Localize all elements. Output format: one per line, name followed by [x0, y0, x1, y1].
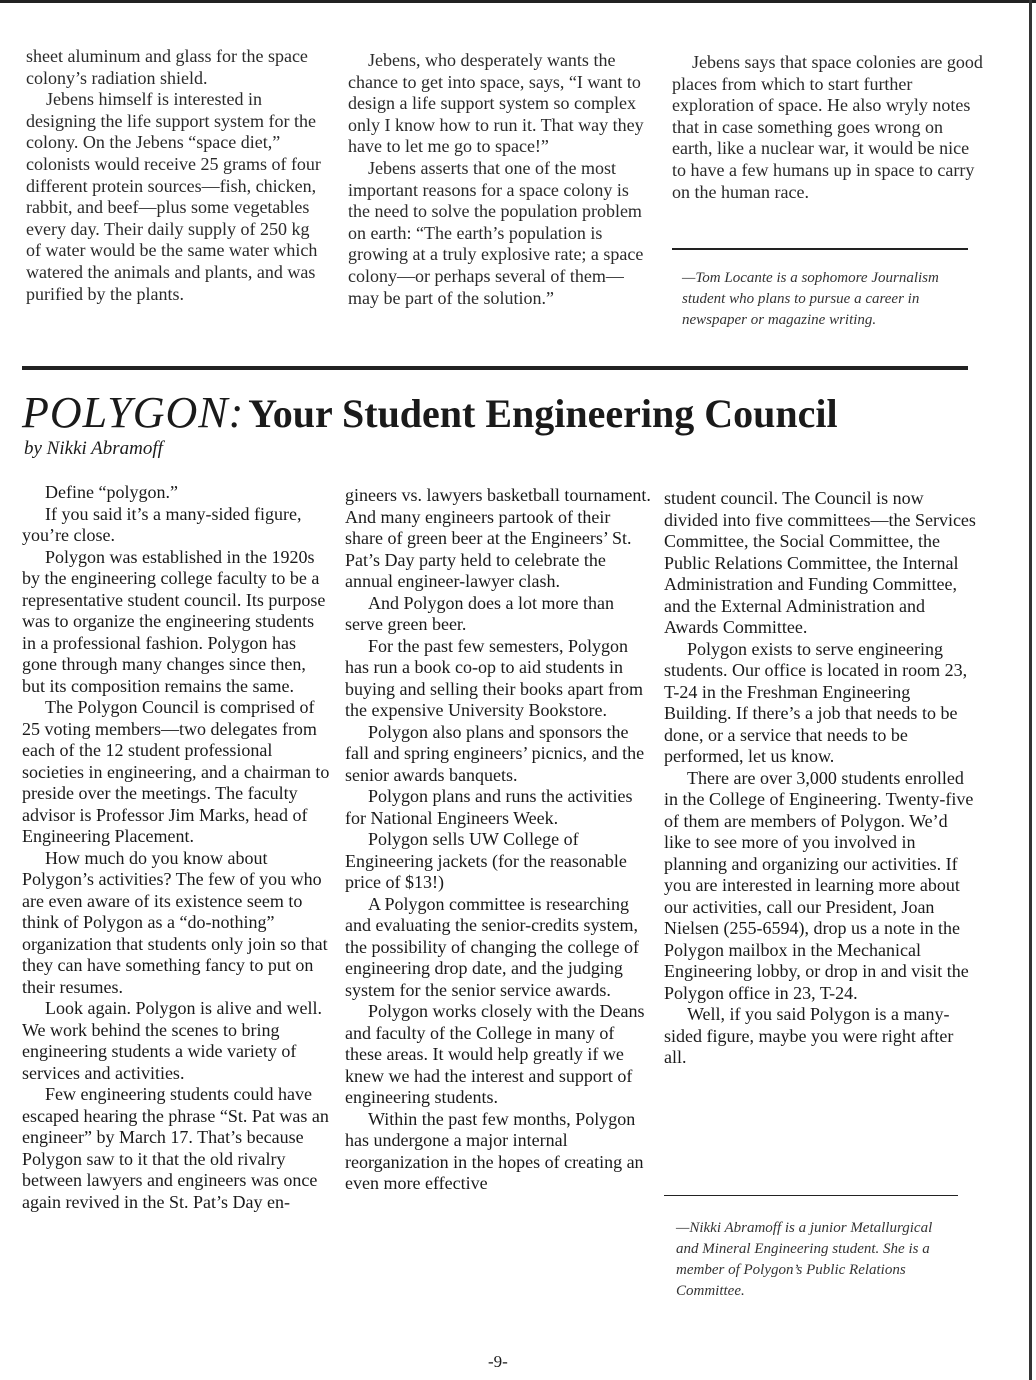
- section-divider: [22, 366, 968, 370]
- paragraph: gineers vs. lawyers basketball tournament. And many engineers partook of their share of green beer at the Engineers’ St. Pat’s Day party held to celebrate the annual engineer-lawyer clash.: [345, 485, 651, 591]
- article-headline: [22, 383, 1022, 453]
- page-top-border: [0, 0, 1036, 3]
- paragraph: sheet aluminum and glass for the space colony’s radiation shield.: [26, 46, 308, 88]
- top-article-column-3: [672, 52, 984, 203]
- paragraph: Polygon works closely with the Deans and faculty of the College in many of these areas. It would help greatly if we knew we had the interest and support of engineering students.: [345, 1001, 645, 1107]
- headline-italic: POLYGON:: [22, 388, 245, 437]
- paragraph: Jebens asserts that one of the most important reasons for a space colony is the need to solve the population problem on earth: “The earth’s population is growing at a truly explosive rate; a space colony—or perhaps several of them—may be part of the solution.”: [348, 157, 644, 308]
- headline-bold: Your Student Engineering Council: [248, 391, 838, 436]
- paragraph: The Polygon Council is comprised of 25 voting members—two delegates from each of the 12 student professional societies in engineering, and a chairman to preside over the meetings. The faculty advisor is Professor Jim Marks, head of Engineering Placement.: [22, 697, 330, 846]
- credit-divider-bottom: [664, 1195, 958, 1196]
- paragraph: Jebens himself is interested in designing the life support system for the colony. On the Jebens “space diet,” colonists would receive 25 grams of four different protein sources—fish, chicken, rabbit, and beef—plus some vegetables every day. Their daily supply of 250 kg of water would be the same water which watered the animals and plants, and was purified by the plants.: [26, 89, 321, 304]
- paragraph: And Polygon does a lot more than serve green beer.: [345, 592, 614, 634]
- paragraph: Jebens says that space colonies are good places from which to start further exploration of space. He also wryly notes that in case something goes wrong on earth, like a nuclear war, it would be nice to have a few humans up in space to carry on the human race.: [672, 52, 983, 202]
- top-article-column-2: [348, 50, 654, 309]
- credit-divider-top: [672, 248, 968, 250]
- article-credit: [676, 1218, 946, 1302]
- paragraph: Polygon was established in the 1920s by the engineering college faculty to be a representative student council. Its purpose was to organize the engineering students in a professional fashion. Polygon has gone through many changes since then, but its composition remains the same.: [22, 546, 326, 696]
- paragraph: Few engineering students could have escaped hearing the phrase “St. Pat was an engineer” by March 17. That’s because Polygon saw to it that the old rivalry between lawyers and engineers was once again revived in the St. Pat’s Day en-: [22, 1084, 329, 1212]
- top-article-column-1: [26, 46, 322, 305]
- paragraph: Polygon sells UW College of Engineering jackets (for the reasonable price of $13!): [345, 829, 627, 892]
- paragraph: student council. The Council is now divided into five committees—the Services Committee, the Social Committee, the Public Relations Committee, the Internal Administration and Funding Committee, and the External Administration and Awards Committee.: [664, 488, 976, 637]
- paragraph: A Polygon committee is researching and evaluating the senior-credits system, the possibility of changing the college of engineering drop date, and the judging system for the senior service awards.: [345, 893, 639, 1000]
- article-column-3: [664, 488, 976, 1069]
- page-number: -9-: [488, 1352, 508, 1371]
- paragraph: How much do you know about Polygon’s activities? The few of you who are even aware of its existence seem to think of Polygon as a “do-nothing” organization that students only join so that they can have something fancy to put on their resumes.: [22, 847, 328, 997]
- paragraph: Define “polygon.”: [45, 482, 178, 502]
- paragraph: Jebens, who desperately wants the chance to get into space, says, “I want to design a life support system so complex only I know how to run it. That way they have to let me go to space!”: [348, 50, 644, 157]
- paragraph: Polygon plans and runs the activities for National Engineers Week.: [345, 786, 633, 828]
- page-right-border: [1029, 0, 1032, 1380]
- paragraph: Polygon also plans and sponsors the fall and spring engineers’ picnics, and the senior awards banquets.: [345, 721, 645, 785]
- paragraph: If you said it’s a many-sided figure, you’re close.: [22, 503, 302, 545]
- article-column-2: [345, 485, 651, 1195]
- paragraph: Within the past few months, Polygon has undergone a major internal reorganization in the hopes of creating an even more effective: [345, 1108, 644, 1193]
- paragraph: Look again. Polygon is alive and well. We work behind the scenes to bring engineering students a wide variety of services and activities.: [22, 998, 322, 1083]
- paragraph: There are over 3,000 students enrolled in the College of Engineering. Twenty-five of them are members of Polygon. We’d like to see more of you involved in planning and organizing our activities. If you are interested in learning more about our activities, call our President, Joan Nielsen (255-6594), drop us a note in the Polygon mailbox in the Mechanical Engineering lobby, or drop in and visit the Polygon office in 23, T-24.: [664, 767, 974, 1003]
- article-credit-text: —Nikki Abramoff is a junior Metallurgical and Mineral Engineering student. She is a member of Polygon’s Public Relations Committee.: [676, 1220, 933, 1299]
- top-article-credit: [682, 268, 952, 331]
- paragraph: Polygon exists to serve engineering students. Our office is located in room 23, T-24 in the Freshman Engineering Building. If there’s a job that needs to be done, or a service that needs to be performed, let us know.: [664, 638, 968, 766]
- paragraph: Well, if you said Polygon is a many-sided figure, maybe you were right after all.: [664, 1004, 954, 1067]
- paragraph: For the past few semesters, Polygon has run a book co-op to aid students in buying and selling their books apart from the expensive University Bookstore.: [345, 635, 643, 720]
- top-credit-text: —Tom Locante is a sophomore Journalism student who plans to pursue a career in newspaper or magazine writing.: [682, 270, 939, 328]
- byline: by Nikki Abramoff: [24, 438, 163, 459]
- article-column-1: [22, 482, 332, 1213]
